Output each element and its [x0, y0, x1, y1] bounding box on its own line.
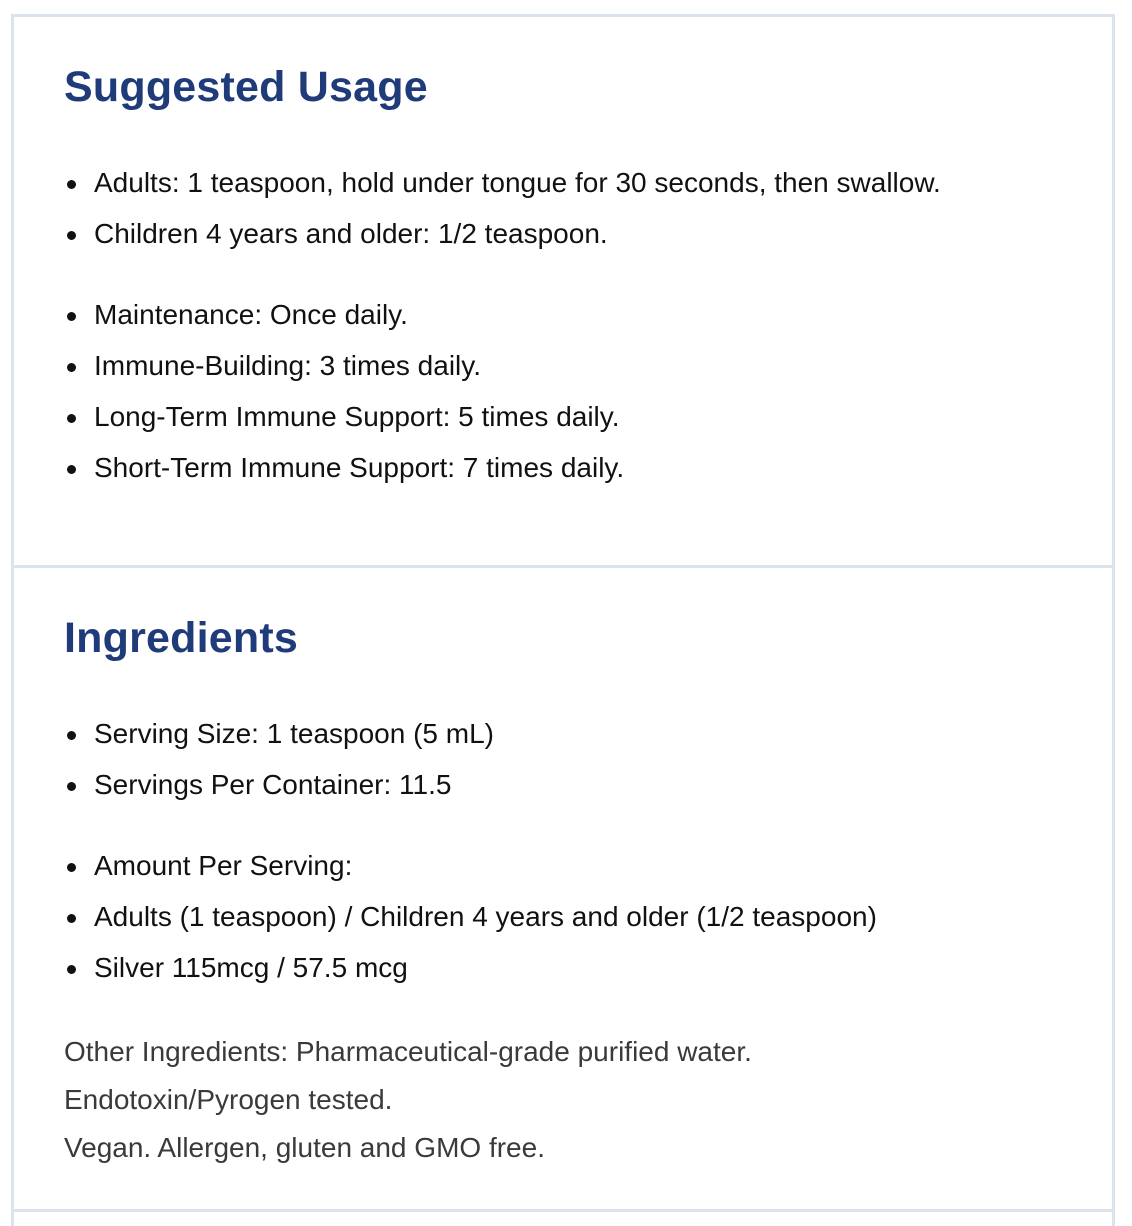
- dose-list: [64, 165, 941, 267]
- list-item: Long-Term Immune Support: 5 times daily.: [64, 399, 624, 450]
- list-item: Children 4 years and older: 1/2 teaspoon.: [64, 216, 941, 267]
- list-item: Servings Per Container: 11.5: [64, 767, 494, 818]
- list-item: Serving Size: 1 teaspoon (5 mL): [64, 716, 494, 767]
- next-panel-edge: [11, 1209, 1115, 1226]
- suggested-usage-title: Suggested Usage: [64, 63, 428, 111]
- list-item: Adults: 1 teaspoon, hold under tongue for 30 seconds, then swallow.: [64, 165, 941, 216]
- dietary-line: Vegan. Allergen, gluten and GMO free.: [64, 1132, 545, 1163]
- list-item: Short-Term Immune Support: 7 times daily.: [64, 450, 624, 501]
- other-ingredients-text: [64, 1028, 752, 1172]
- serving-list: [64, 716, 494, 818]
- suggested-usage-panel: [11, 14, 1115, 570]
- other-ingredients-line: Other Ingredients: Pharmaceutical-grade purified water.: [64, 1036, 752, 1067]
- list-item: Immune-Building: 3 times daily.: [64, 348, 624, 399]
- list-item: Adults (1 teaspoon) / Children 4 years and older (1/2 teaspoon): [64, 899, 877, 950]
- list-item: Silver 115mcg / 57.5 mcg: [64, 950, 877, 1001]
- amount-list: [64, 848, 877, 1001]
- list-item: Maintenance: Once daily.: [64, 297, 624, 348]
- ingredients-panel: [11, 565, 1115, 1215]
- ingredients-title: Ingredients: [64, 614, 298, 662]
- testing-line: Endotoxin/Pyrogen tested.: [64, 1084, 393, 1115]
- list-item: Amount Per Serving:: [64, 848, 877, 899]
- frequency-list: [64, 297, 624, 501]
